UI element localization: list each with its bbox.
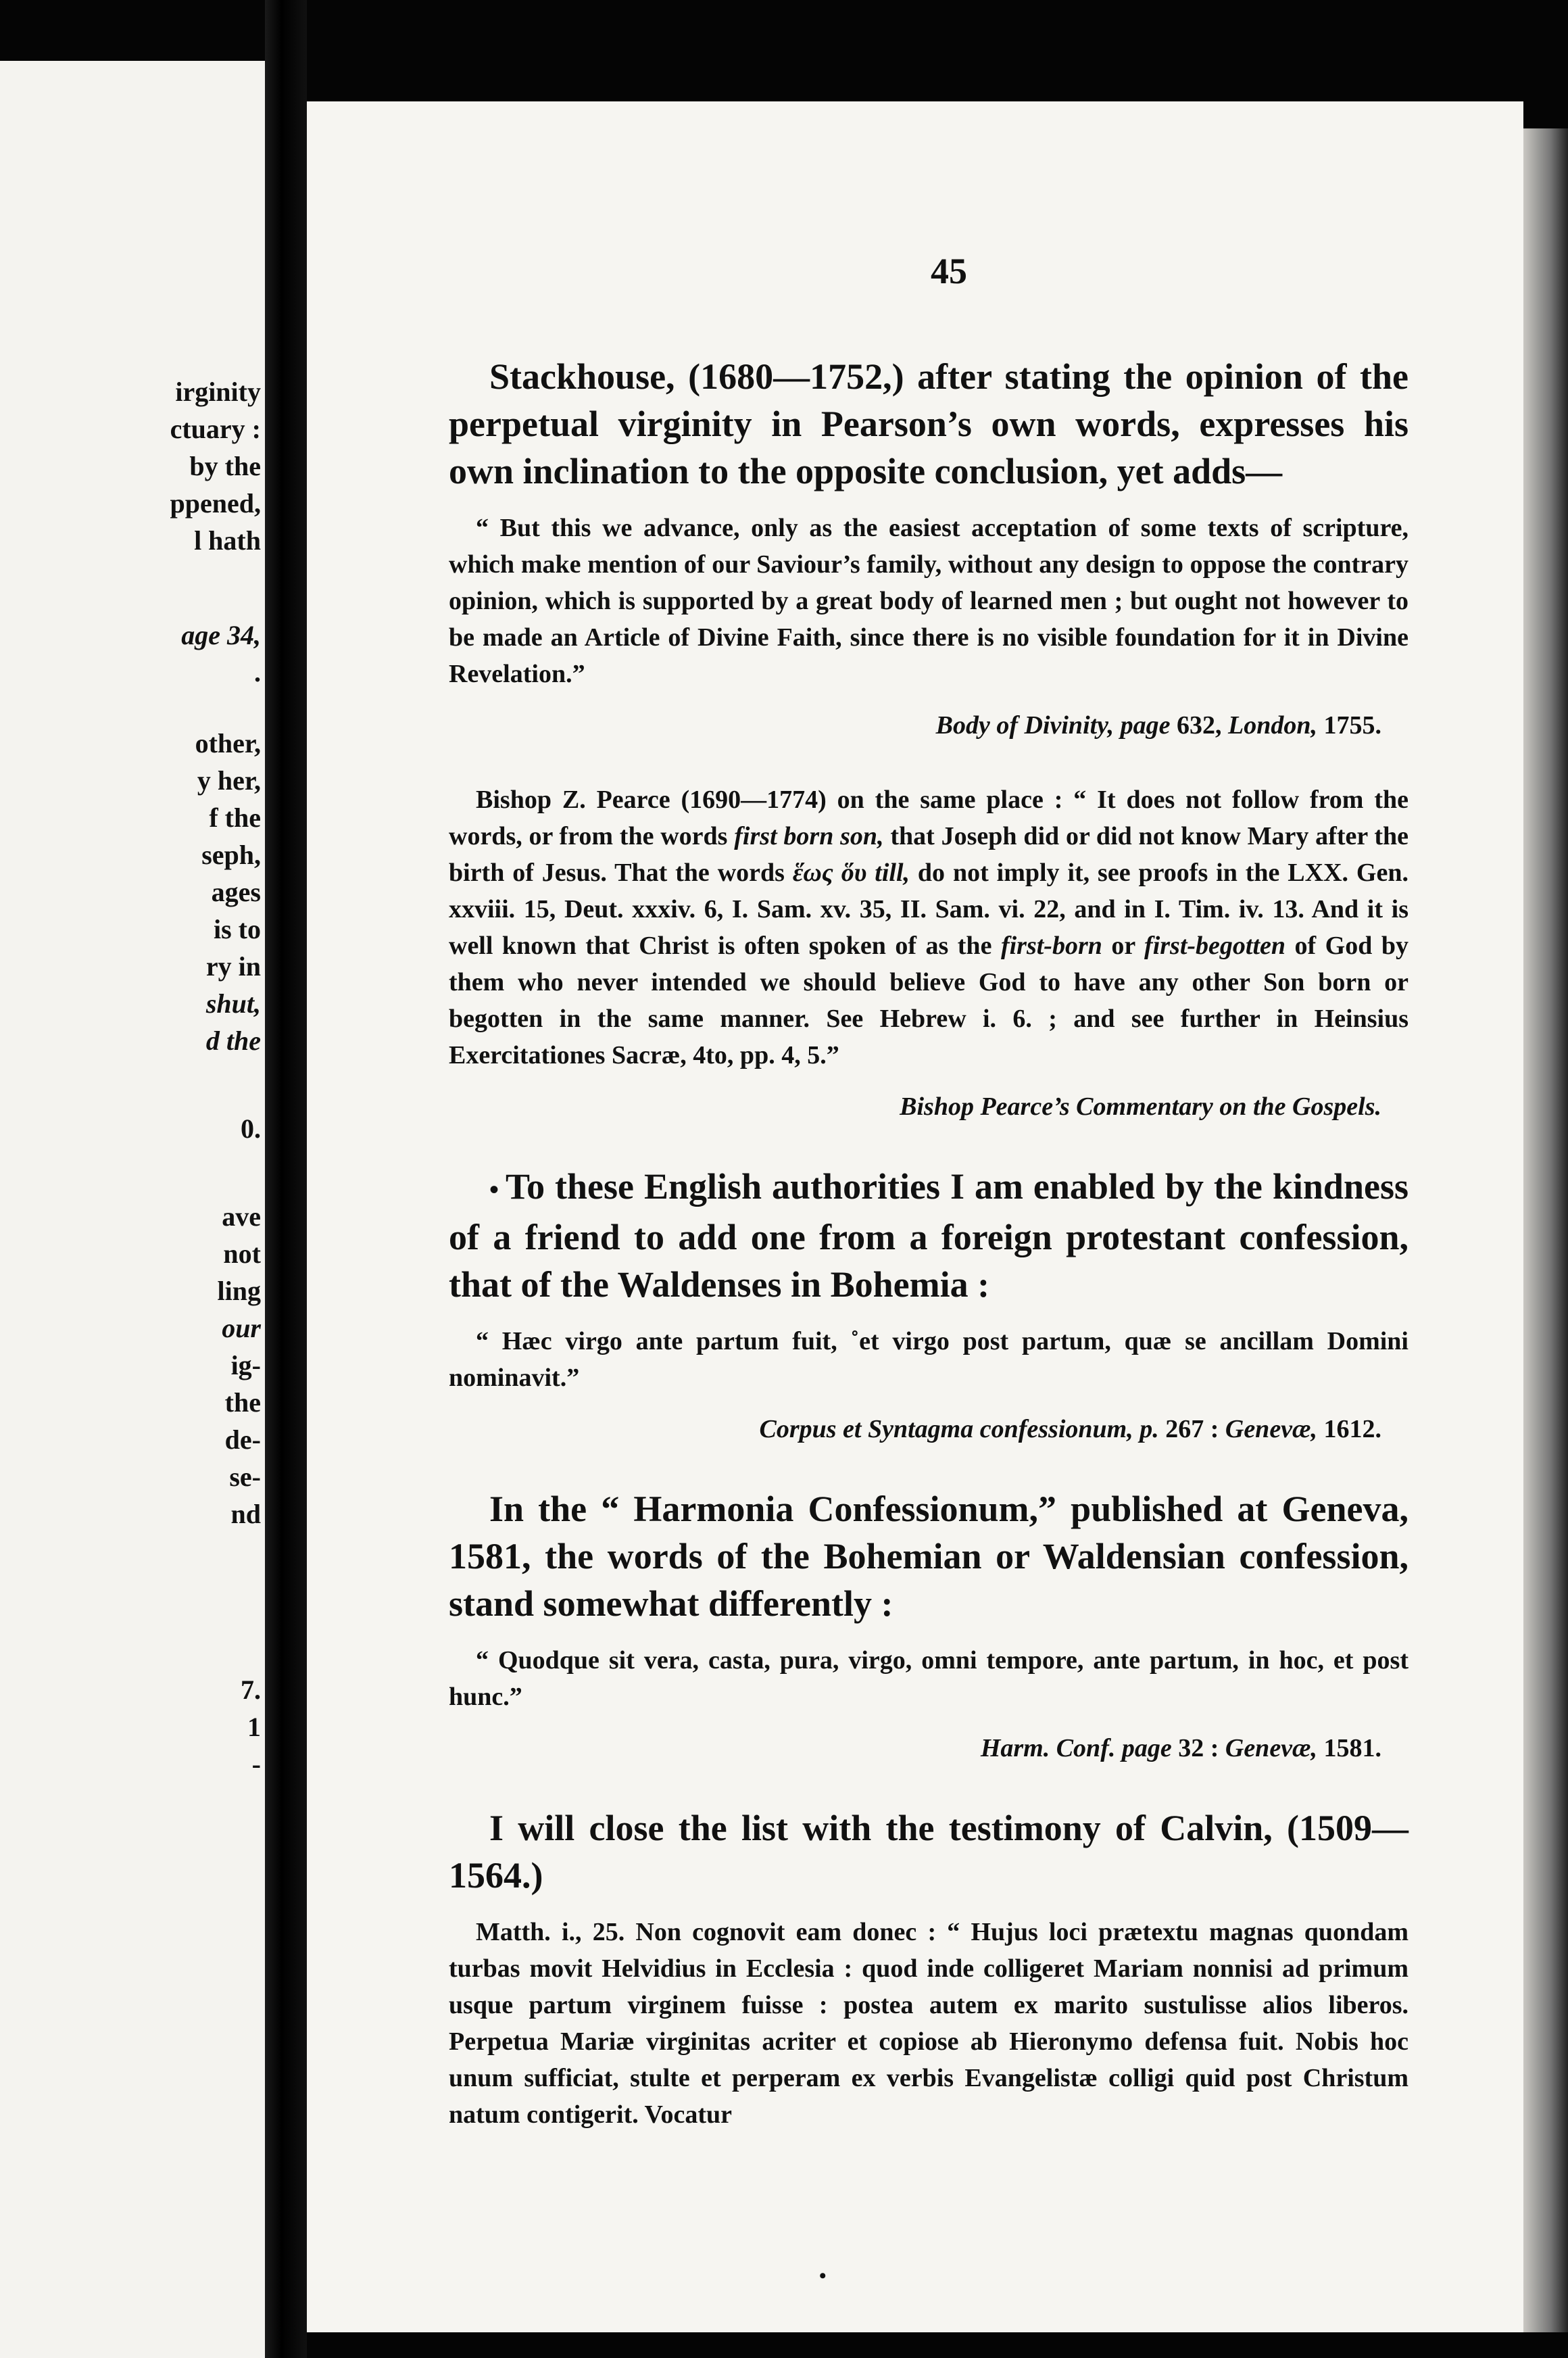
citation-year: 1581.: [1323, 1734, 1381, 1762]
left-page-fragment: by the: [189, 451, 261, 481]
left-page-fragment: -: [251, 1749, 261, 1779]
calvin-paragraph: I will close the list with the testimony of Calvin, (1509—1564.): [449, 1808, 1408, 1896]
stackhouse-quote: “ But this we advance, only as the easiest acceptation of some texts of scripture, which make mention of our Saviour’s family, without any design to oppose the contrary opinion, which is supported by a great body of learned men ; but ought not however to be made an Article of Divine Faith, since there is no visible foundation for it in Divine Revelation.”: [449, 514, 1408, 688]
pearce-italic-3: first-born: [1000, 932, 1102, 960]
page-edge: [1523, 128, 1568, 2332]
pearce-italic-2: ἕως ὅυ till,: [792, 859, 910, 887]
waldenses-paragraph: [449, 1163, 1408, 1308]
citation-page: 632,: [1177, 711, 1222, 740]
page-number: 45: [931, 251, 967, 291]
waldenses-intro: To these English authorities I am enabled by the kindness of a friend to add one from a foreign protestant confession, that of the Waldenses in Bohemia :: [449, 1166, 1408, 1305]
bullet-mark: •: [489, 1174, 499, 1205]
citation-page: 32 :: [1178, 1734, 1219, 1762]
pearce-text-5: of God by them who never intended we should believe God to have any other Son born or begotten in the same manner. See Hebrew i. 6. ; and see further in Heinsius Exercitationes Sacræ, 4to, pp. 4, 5.”: [449, 932, 1409, 1069]
page: [307, 101, 1523, 2332]
left-page-fragment: ages: [211, 877, 261, 907]
left-page-fragment: 7.: [241, 1675, 261, 1705]
pearce-italic-4: first-begotten: [1144, 932, 1286, 960]
left-page-fragment: y her,: [197, 765, 261, 796]
pearce-text-4: or: [1102, 932, 1145, 960]
left-page-fragment: nd: [230, 1499, 261, 1529]
left-page-fragment: our: [222, 1313, 261, 1343]
left-page-fragment: .: [254, 657, 261, 688]
harmonia-paragraph: In the “ Harmonia Confessionum,” published at Geneva, 1581, the words of the Bohemian or Waldensian confession, stand somewhat differently :: [449, 1489, 1408, 1624]
citation-title: Body of Divinity,: [935, 711, 1114, 740]
citation-place: Genevæ,: [1225, 1415, 1317, 1443]
left-page-fragment: ppened,: [170, 488, 261, 519]
pearce-quote: [449, 781, 1408, 1074]
left-page-fragment: ctuary :: [170, 414, 261, 444]
left-page-fragment: ry in: [205, 951, 261, 982]
left-page-fragment: not: [223, 1238, 261, 1269]
waldenses-citation: [449, 1411, 1408, 1447]
left-page-fragment: 0.: [241, 1113, 261, 1144]
citation-year: 1612.: [1323, 1415, 1381, 1443]
left-page-fragment: 1: [247, 1712, 261, 1742]
pearce-citation: [449, 1088, 1408, 1125]
left-page-fragment: irginity: [175, 377, 261, 407]
pearce-text-2: that Joseph did or did not know Mary after the birth of Jesus. That the words: [449, 822, 1408, 887]
citation-page: 267 :: [1165, 1415, 1219, 1443]
left-page-fragment: d the: [205, 1026, 261, 1056]
left-page-fragment: other,: [195, 728, 261, 759]
left-page-fragment: se-: [229, 1462, 261, 1492]
stackhouse-citation: [449, 707, 1408, 744]
left-page-fragment: l hath: [194, 525, 261, 556]
pearce-text-1: Bishop Z. Pearce (1690—1774) on the same place : “ It does not follow from the words, or from the words: [449, 786, 1408, 850]
left-page-fragment: ig-: [230, 1350, 261, 1380]
previous-page: [0, 61, 265, 2358]
left-page-fragment: seph,: [201, 840, 261, 870]
left-page-fragment: f the: [209, 802, 261, 833]
waldenses-quote: “ Hæc virgo ante partum fuit, ˚et virgo post partum, quæ se ancillam Domini nominavit.”: [449, 1327, 1408, 1392]
harmonia-citation: [449, 1730, 1408, 1766]
page-content: [449, 250, 1408, 2148]
left-page-fragment: ave: [222, 1201, 261, 1232]
citation-place: London,: [1228, 711, 1317, 740]
page-foot-mark: •: [819, 2265, 827, 2287]
left-page-fragment: the: [224, 1387, 261, 1418]
left-page-fragment: age 34,: [181, 620, 261, 650]
left-page-fragment: ling: [217, 1276, 261, 1306]
left-page-fragment: de-: [224, 1424, 261, 1455]
citation-title: Bishop Pearce’s Commentary on the Gospels.: [900, 1092, 1381, 1121]
book-gutter: [265, 0, 307, 2358]
stackhouse-paragraph: Stackhouse, (1680—1752,) after stating the opinion of the perpetual virginity in Pearson’s own words, expresses his own inclination to the opposite conclusion, yet adds—: [449, 356, 1408, 491]
citation-title: Corpus et Syntagma confessionum, p.: [759, 1415, 1159, 1443]
calvin-quote: Matth. i., 25. Non cognovit eam donec : “ Hujus loci prætextu magnas quondam turbas movit Helvidius in Ecclesia : quod inde colligeret Mariam nonnisi ad primum usque partum virginem fuisse : postea autem ex marito sustulisse alios liberos. Perpetua Mariæ virginitas acriter et copiose ab Hieronymo defensa fuit. Nobis hoc unum sufficiat, stulte et perperam ex verbis Evangelistæ colligi quid post Christum natum contigerit. Vocatur: [449, 1918, 1408, 2129]
citation-title: Harm. Conf. page: [980, 1734, 1172, 1762]
citation-year: 1755.: [1323, 711, 1381, 740]
harmonia-quote: “ Quodque sit vera, casta, pura, virgo, omni tempore, ante partum, in hoc, et post hunc.”: [449, 1646, 1408, 1711]
left-page-fragment: shut,: [205, 988, 261, 1019]
pearce-italic-1: first born son,: [734, 822, 884, 850]
pearce-text-3: do not imply it, see proofs in the LXX. Gen. xxviii. 15, Deut. xxxiv. 6, I. Sam. xv. 35, II. Sam. vi. 22, and in I. Tim. iv. 13. And it is well known that Christ is often spoken of as the: [449, 859, 1408, 960]
citation-page-word: page: [1120, 711, 1171, 740]
citation-place: Genevæ,: [1225, 1734, 1317, 1762]
left-page-fragment: is to: [214, 914, 261, 944]
